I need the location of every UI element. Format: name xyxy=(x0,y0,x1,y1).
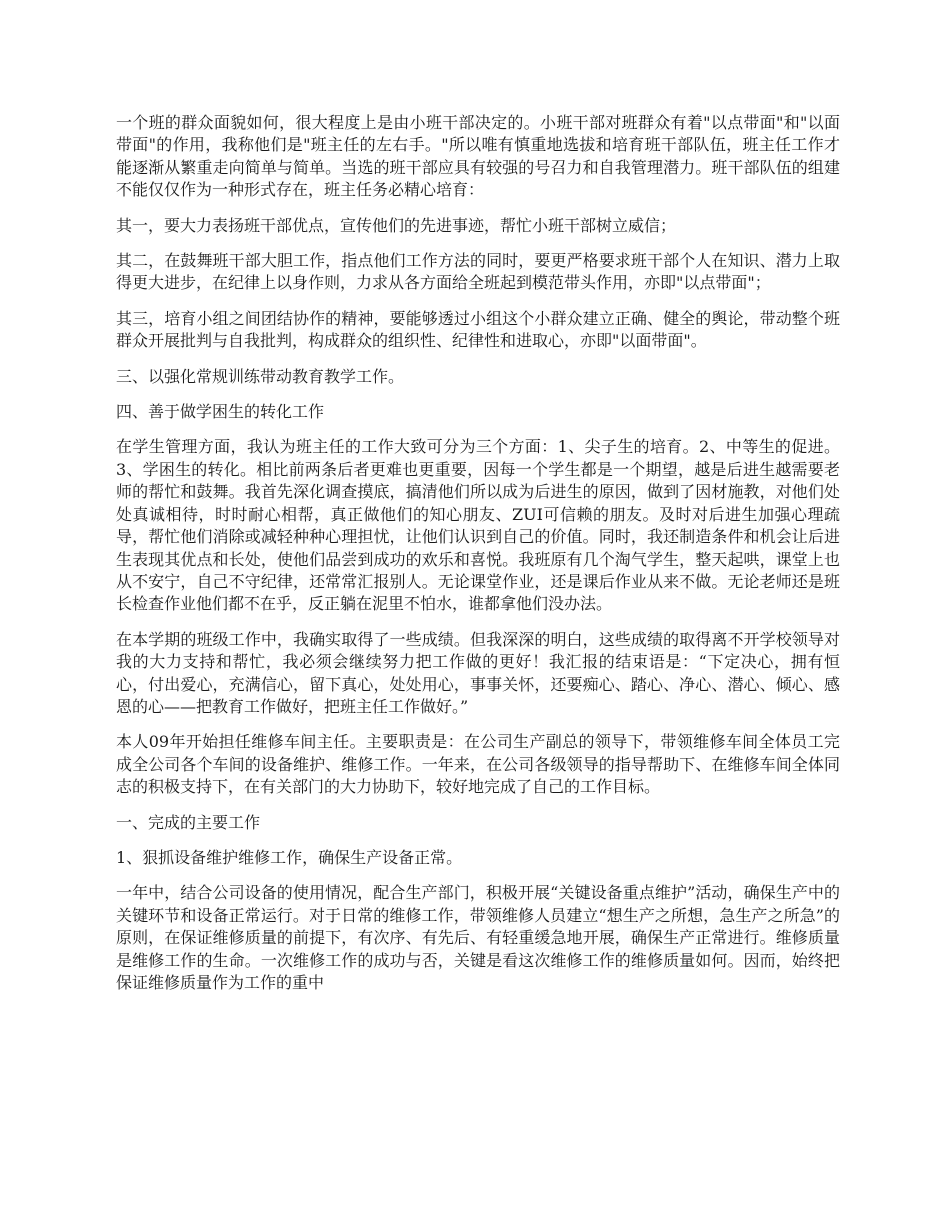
paragraph-workshop-intro: 本人09年开始担任维修车间主任。主要职责是：在公司生产副总的领导下，带领维修车间全体员工完成全公司各个车间的设备维护、维修工作。一年来，在公司各级领导的指导帮助下、在维修车间全体同志的积极支持下，在有关部门的大力协助下，较好地完成了自己的工作目标。 xyxy=(116,732,840,797)
paragraph-point-two: 其二，在鼓舞班干部大胆工作，指点他们工作方法的同时，要更严格要求班干部个人在知识、潜力上取得更大进步，在纪律上以身作则，力求从各方面给全班起到模范带头作用，亦即"以点带面"； xyxy=(116,251,840,293)
heading-main-work: 一、完成的主要工作 xyxy=(116,812,261,832)
paragraph-semester-summary: 在本学期的班级工作中，我确实取得了一些成绩。但我深深的明白，这些成绩的取得离不开学校领导对我的大力支持和帮忙，我必须会继续努力把工作做的更好！我汇报的结束语是：“下定决心，拥有恒心，付出爱心，充满信心，留下真心，处处用心，事事关怀，还要痴心、踏心、净心、潜心、倾心、感恩的心——把教育工作做好，把班主任工作做好。” xyxy=(116,629,840,716)
paragraph-class-cadre-intro: 一个班的群众面貌如何，很大程度上是由小班干部决定的。小班干部对班群众有着"以点带面"和"以面带面"的作用，我称他们是"班主任的左右手。"所以唯有慎重地选拔和培育班干部队伍，班主任工作才能逐渐从繁重走向简单与简单。当选的班干部应具有较强的号召力和自我管理潜力。班干部队伍的组建不能仅仅作为一种形式存在，班主任务必精心培育： xyxy=(116,113,840,200)
document-body xyxy=(116,112,840,1007)
heading-section-three: 三、以强化常规训练带动教育教学工作。 xyxy=(116,366,405,386)
heading-section-four: 四、善于做学困生的转化工作 xyxy=(116,402,325,422)
paragraph-point-three: 其三，培育小组之间团结协作的精神，要能够透过小组这个小群众建立正确、健全的舆论，带动整个班群众开展批判与自我批判，构成群众的组织性、纪律性和进取心，亦即"以面带面"。 xyxy=(116,308,840,351)
paragraph-maintenance-details: 一年中，结合公司设备的使用情况，配合生产部门，积极开展“关键设备重点维护”活动，确保生产中的关键环节和设备正常运行。对于日常的维修工作，带领维修人员建立“想生产之所想，急生产之所急”的原则，在保证维修质量的前提下，有次序、有先后、有轻重缓急地开展，确保生产正常进行。维修质量是维修工作的生命。一次维修工作的成功与否，关键是看这次维修工作的维修质量如何。因而，始终把保证维修质量作为工作的重中 xyxy=(116,883,840,992)
paragraph-student-management: 在学生管理方面，我认为班主任的工作大致可分为三个方面：1、尖子生的培育。2、中等生的促进。3、学困生的转化。相比前两条后者更难也更重要，因每一个学生都是一个期望，越是后进生越需要老师的帮忙和鼓舞。我首先深化调查摸底，搞清他们所以成为后进生的原因，做到了因材施教，对他们处处真诚相待，时时耐心相帮，真正做他们的知心朋友、ZUI可信赖的朋友。及时对后进生加强心理疏导，帮忙他们消除或减轻种种心理担忧，让他们认识到自己的价值。同时，我还制造条件和机会让后进生表现其优点和长处，使他们品尝到成功的欢乐和喜悦。我班原有几个淘气学生，整天起哄，课堂上也从不安宁，自己不守纪律，还常常汇报别人。无论课堂作业，还是课后作业从来不做。无论老师还是班长检查作业他们都不在乎，反正躺在泥里不怕水，谁都拿他们没办法。 xyxy=(116,437,840,614)
paragraph-point-one: 其一，要大力表扬班干部优点，宣传他们的先进事迹，帮忙小班干部树立威信； xyxy=(116,215,677,235)
heading-maintenance-item-1: 1、狠抓设备维护维修工作，确保生产设备正常。 xyxy=(116,847,463,867)
